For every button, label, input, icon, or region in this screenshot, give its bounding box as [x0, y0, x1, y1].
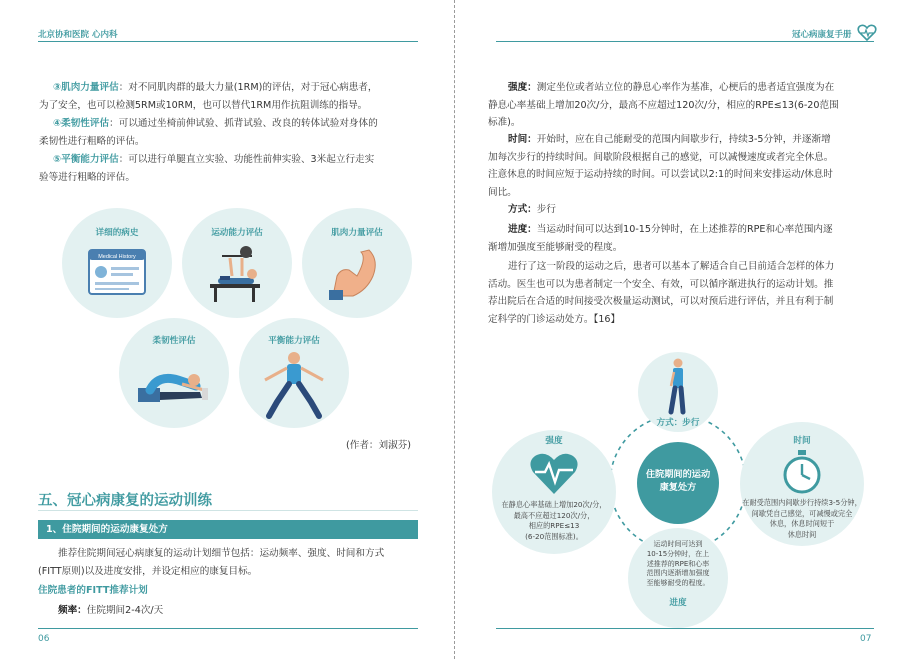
intensity-paragraph: 强度：测定坐位或者站立位的静息心率作为基准，心梗后的患者适宜强度为在 静息心率基础上增加20次/分，最高不应超过120次/分，相应的RPE≤13(6-20范围 标准)。	[488, 82, 839, 128]
header-rule-left	[38, 41, 418, 42]
page-number-left: 06	[38, 634, 50, 644]
intensity-text: 在静息心率基础上增加20次/分， 最高不应超过120次/分， 相应的RPE≤13 (6-20范围标准)。	[501, 500, 607, 541]
stopwatch-icon	[782, 450, 822, 494]
section-rule	[38, 510, 418, 511]
right-page	[456, 0, 911, 659]
page-number-right: 07	[860, 634, 872, 644]
frequency-line: 频率：住院期间2-4次/天	[58, 605, 164, 616]
item-balance: ⑤平衡能力评估：可以进行单腿直立实验、功能性前伸实验、3米起立行走实 验等进行粗略的评估。	[39, 154, 375, 183]
item-flexibility: ④柔韧性评估：可以通过坐椅前伸试验、抓背试验、改良的转体试验对身体的 柔韧性进行粗略的评估。	[39, 118, 378, 147]
progress-text: 运动时间可达到 10-15分钟时，在上 述推荐的RPE和心率 范围内逐渐增加强度 至能够耐受的程度。	[646, 540, 710, 588]
progress-paragraph: 进度：当运动时间可以达到10-15分钟时，在上述推荐的RPE和心率范围内逐 渐增加强度至能够耐受的程度。	[488, 224, 833, 253]
circle-exercise-capacity: 运动能力评估	[182, 208, 292, 318]
footer-rule-left	[38, 628, 418, 629]
flexed-arm-icon	[327, 246, 387, 302]
heart-rate-icon	[529, 452, 579, 496]
intro-paragraph: 推荐住院期间冠心病康复的运动计划细节包括：运动频率、强度、时间和方式 (FITT原则)以及进度安排，并设定相应的康复目标。	[38, 548, 385, 577]
intensity-title: 强度	[545, 436, 563, 446]
circle-medical-history: 详细的病史 Medical History	[62, 208, 172, 318]
author-credit: (作者：刘淑芬)	[346, 440, 412, 451]
svg-text:Medical History: Medical History	[98, 254, 136, 260]
sit-and-reach-icon	[134, 362, 214, 406]
mode-circle	[638, 352, 718, 432]
item-title: 肌肉力量评估	[61, 82, 119, 93]
walking-person-icon	[663, 358, 693, 416]
closing-paragraph: 进行了这一阶段的运动之后，患者可以基本了解适合自己目前适合怎样的体力 活动。医生也可以为患者制定一个安全、有效，可以循序渐进执行的运动计划。推 荐出院后在合适的时间接受次极量运动测试，可以对预后进行评估，并且有利于制 定科学的门诊运动处方。【16】	[488, 261, 835, 325]
section-title: 五、冠心病康复的运动训练	[38, 493, 212, 509]
progress-circle	[628, 528, 728, 628]
circle-flexibility: 柔韧性评估	[119, 318, 229, 428]
page-divider	[454, 0, 455, 659]
subsection-bar: 1、住院期间的运动康复处方	[38, 520, 418, 539]
time-circle	[740, 422, 864, 546]
footer-rule-right	[496, 628, 874, 629]
item-num: ③	[53, 82, 62, 93]
header-left-title: 北京协和医院 心内科	[38, 30, 118, 40]
header-right-title: 冠心病康复手册	[792, 30, 852, 40]
time-paragraph: 时间：开始时，应在自己能耐受的范围内间歇步行，持续3-5分钟，并逐渐增 加每次步行的持续时间。间歇阶段根据自己的感觉，可以减慢速度或者完全休息。 注意休息的时间应短于运动持续的时间。可以尝试以2:1的时间来安排运动/休息时 间比。	[488, 134, 834, 198]
plan-title: 住院患者的FITT推荐计划	[38, 585, 148, 596]
intensity-circle	[492, 430, 616, 554]
mode-title: 方式：步行	[656, 418, 700, 428]
circle-muscle-strength: 肌肉力量评估	[302, 208, 412, 318]
mode-line: 方式：步行	[508, 204, 556, 215]
bench-press-icon	[202, 244, 272, 304]
circle-balance: 平衡能力评估	[239, 318, 349, 428]
center-circle	[637, 442, 719, 524]
medical-history-card-icon	[87, 248, 147, 296]
time-text: 在耐受范围内间歇步行持续3-5分钟， 间歇凭自己感觉，可减慢或完全 休息，休息时间短于 休息时间	[742, 498, 862, 539]
left-page	[0, 0, 455, 659]
center-title: 住院期间的运动康复处方	[645, 469, 711, 493]
time-title: 时间	[793, 436, 811, 446]
progress-title: 进度	[669, 598, 687, 608]
balance-lunge-icon	[259, 350, 329, 422]
item-muscle-strength: ③肌肉力量评估：对不同肌肉群的最大力量(1RM)的评估，对于冠心病患者， 为了安全，也可以检测5RM或10RM，也可以替代1RM用作抗阻训练的指导。	[39, 82, 378, 111]
